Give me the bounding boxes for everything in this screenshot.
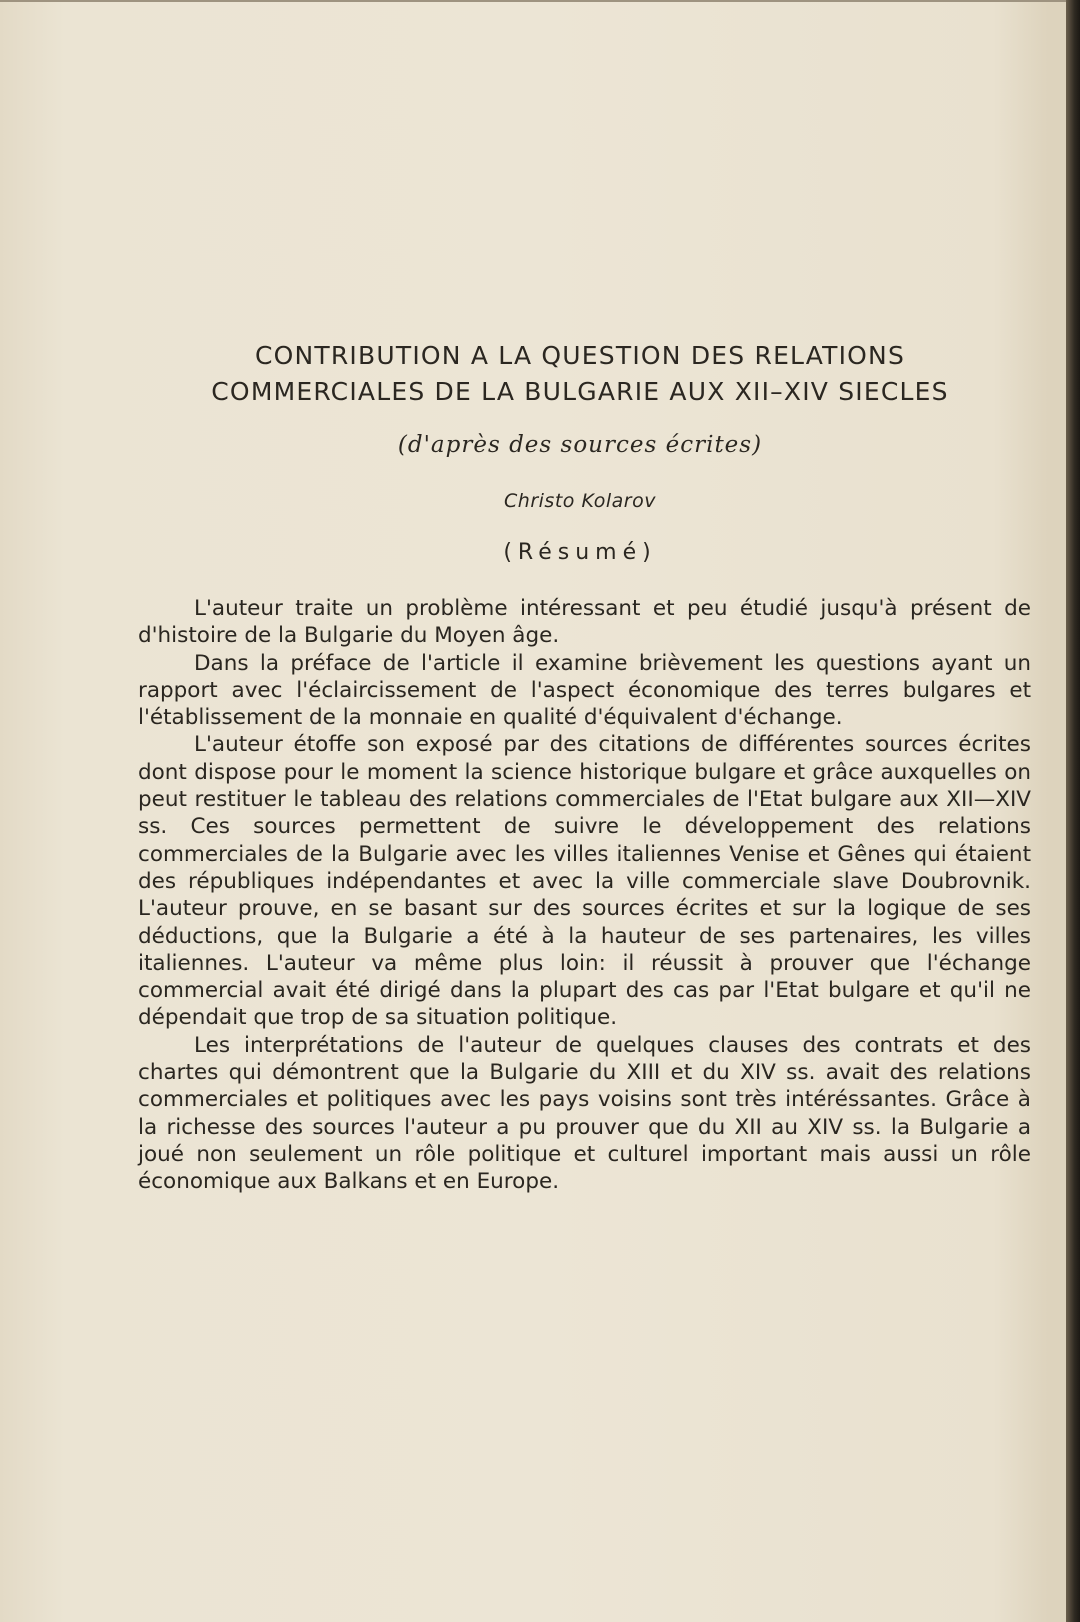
paragraph-1: L'auteur traite un problème intéressant et peu étudié jusqu'à présent de d'histoire de la Bulgarie du Moyen âge. — [138, 596, 1031, 649]
book-spine-edge — [1066, 0, 1080, 1622]
paragraph-2: Dans la préface de l'article il examine brièvement les questions ayant un rapport avec l'éclaircissement de l'aspect économique des terres bulgares et l'établissement de la monnaie en qualité d'équivalent d'échange. — [138, 650, 1031, 731]
paragraph-4: Les interprétations de l'auteur de quelques clauses des contrats et des chartes qui démontrent que la Bulgarie du XIII et du XIV ss. avait des relations commerciales et politiques avec les pays voisins sont très intéréssantes. Grâce à la richesse des sources l'auteur a pu prouver que du XII au XIV ss. la Bulgarie a joué non seulement un rôle politique et culturel important mais aussi un rôle économique aux Balkans et en Europe. — [138, 1032, 1031, 1195]
title-line-2: COMMERCIALES DE LA BULGARIE AUX XII–XIV SIECLES — [211, 377, 949, 406]
paragraph-3: L'auteur étoffe son exposé par des citations de différentes sources écrites dont dispose pour le moment la science historique bulgare et grâce auxquelles on peut restituer le tableau des relations commerciales de l'Etat bulgare aux XII—XIV ss. Ces sources permettent de suivre le développement des relations commerciales de la Bulgarie avec les villes italiennes Venise et Gênes qui étaient des républiques indépendantes et avec la ville commerciale slave Doubrovnik. L'auteur prouve, en se basant sur des sources écrites et sur la logique de ses déductions, que la Bulgarie a été à la hauteur de ses partenaires, les villes italiennes. L'auteur va même plus loin: il réussit à prouver que l'échange commercial avait été dirigé dans la plupart des cas par l'Etat bulgare et qu'il ne dépendait que trop de sa situation politique. — [138, 732, 1031, 1031]
article-title — [140, 338, 1020, 410]
author-name: Christo Kolarov — [504, 490, 656, 512]
title-line-1: CONTRIBUTION A LA QUESTION DES RELATIONS — [254, 341, 906, 370]
page-top-edge — [0, 0, 1066, 2]
article-subtitle: (d'après des sources écrites) — [397, 432, 763, 458]
summary-body — [138, 595, 1031, 1196]
section-label: (Résumé) — [503, 540, 657, 565]
